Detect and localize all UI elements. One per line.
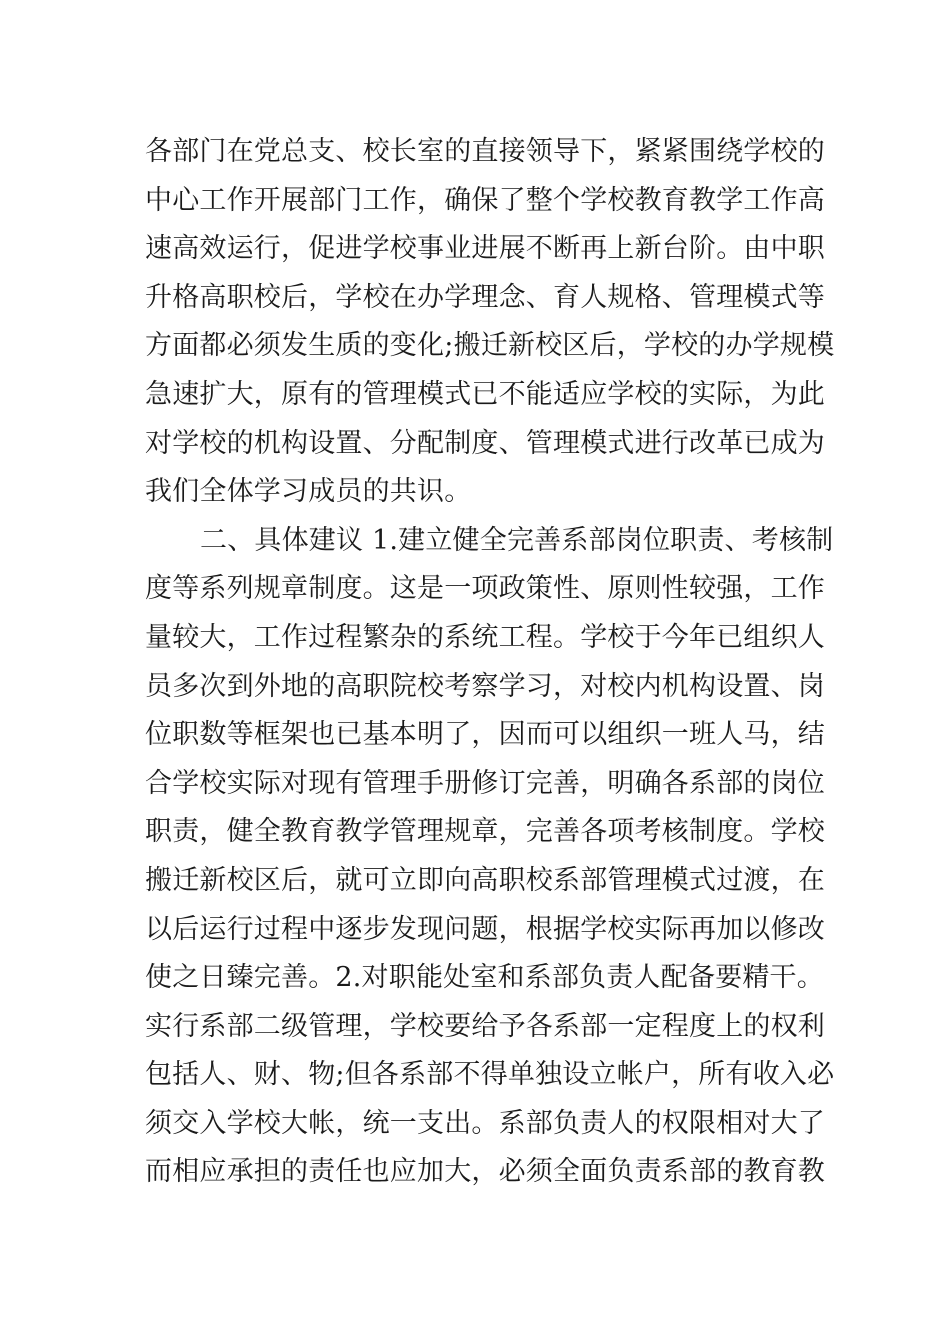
paragraph-1-line: 我们全体学习成员的共识。 <box>145 476 472 508</box>
paragraph-2-line: 合学校实际对现有管理手册修订完善，明确各系部的岗位 <box>145 767 825 799</box>
document-body <box>145 128 835 1197</box>
paragraph-1-line: 速高效运行，促进学校事业进展不断再上新台阶。由中职 <box>145 233 825 265</box>
paragraph-2-line: 量较大，工作过程繁杂的系统工程。学校于今年已组织人 <box>145 621 825 653</box>
paragraph-2-line: 须交入学校大帐，统一支出。系部负责人的权限相对大了 <box>145 1107 825 1139</box>
paragraph-1-line: 各部门在党总支、校长室的直接领导下，紧紧围绕学校的 <box>145 136 825 167</box>
paragraph-1-line: 中心工作开展部门工作，确保了整个学校教育教学工作高 <box>145 184 825 216</box>
paragraph-2-line: 职责，健全教育教学管理规章，完善各项考核制度。学校 <box>145 816 825 848</box>
paragraph-1-line: 急速扩大，原有的管理模式已不能适应学校的实际，为此 <box>145 378 825 410</box>
paragraph-2-line: 以后运行过程中逐步发现问题，根据学校实际再加以修改 <box>145 913 825 945</box>
paragraph-1-line: 对学校的机构设置、分配制度、管理模式进行改革已成为 <box>145 427 825 459</box>
paragraph-1-line: 方面都必须发生质的变化;搬迁新校区后，学校的办学规模 <box>145 330 835 362</box>
paragraph-1-line: 升格高职校后，学校在办学理念、育人规格、管理模式等 <box>145 281 825 313</box>
paragraph-2-line: 搬迁新校区后，就可立即向高职校系部管理模式过渡，在 <box>145 864 825 896</box>
paragraph-2-line: 实行系部二级管理，学校要给予各系部一定程度上的权利 <box>145 1010 825 1042</box>
paragraph-2-first-line: 二、具体建议 1.建立健全完善系部岗位职责、考核制 <box>200 524 834 556</box>
paragraph-2-line: 位职数等框架也已基本明了，因而可以组织一班人马，结 <box>145 719 825 751</box>
paragraph-2-line: 使之日臻完善。2.对职能处室和系部负责人配备要精干。 <box>145 962 824 994</box>
paragraph-2-line: 度等系列规章制度。这是一项政策性、原则性较强，工作 <box>145 573 825 605</box>
paragraph-2-line: 员多次到外地的高职院校考察学习，对校内机构设置、岗 <box>145 670 825 702</box>
paragraph-2-line: 包括人、财、物;但各系部不得单独设立帐户，所有收入必 <box>145 1059 835 1091</box>
paragraph-2-line: 而相应承担的责任也应加大，必须全面负责系部的教育教 <box>145 1156 825 1188</box>
